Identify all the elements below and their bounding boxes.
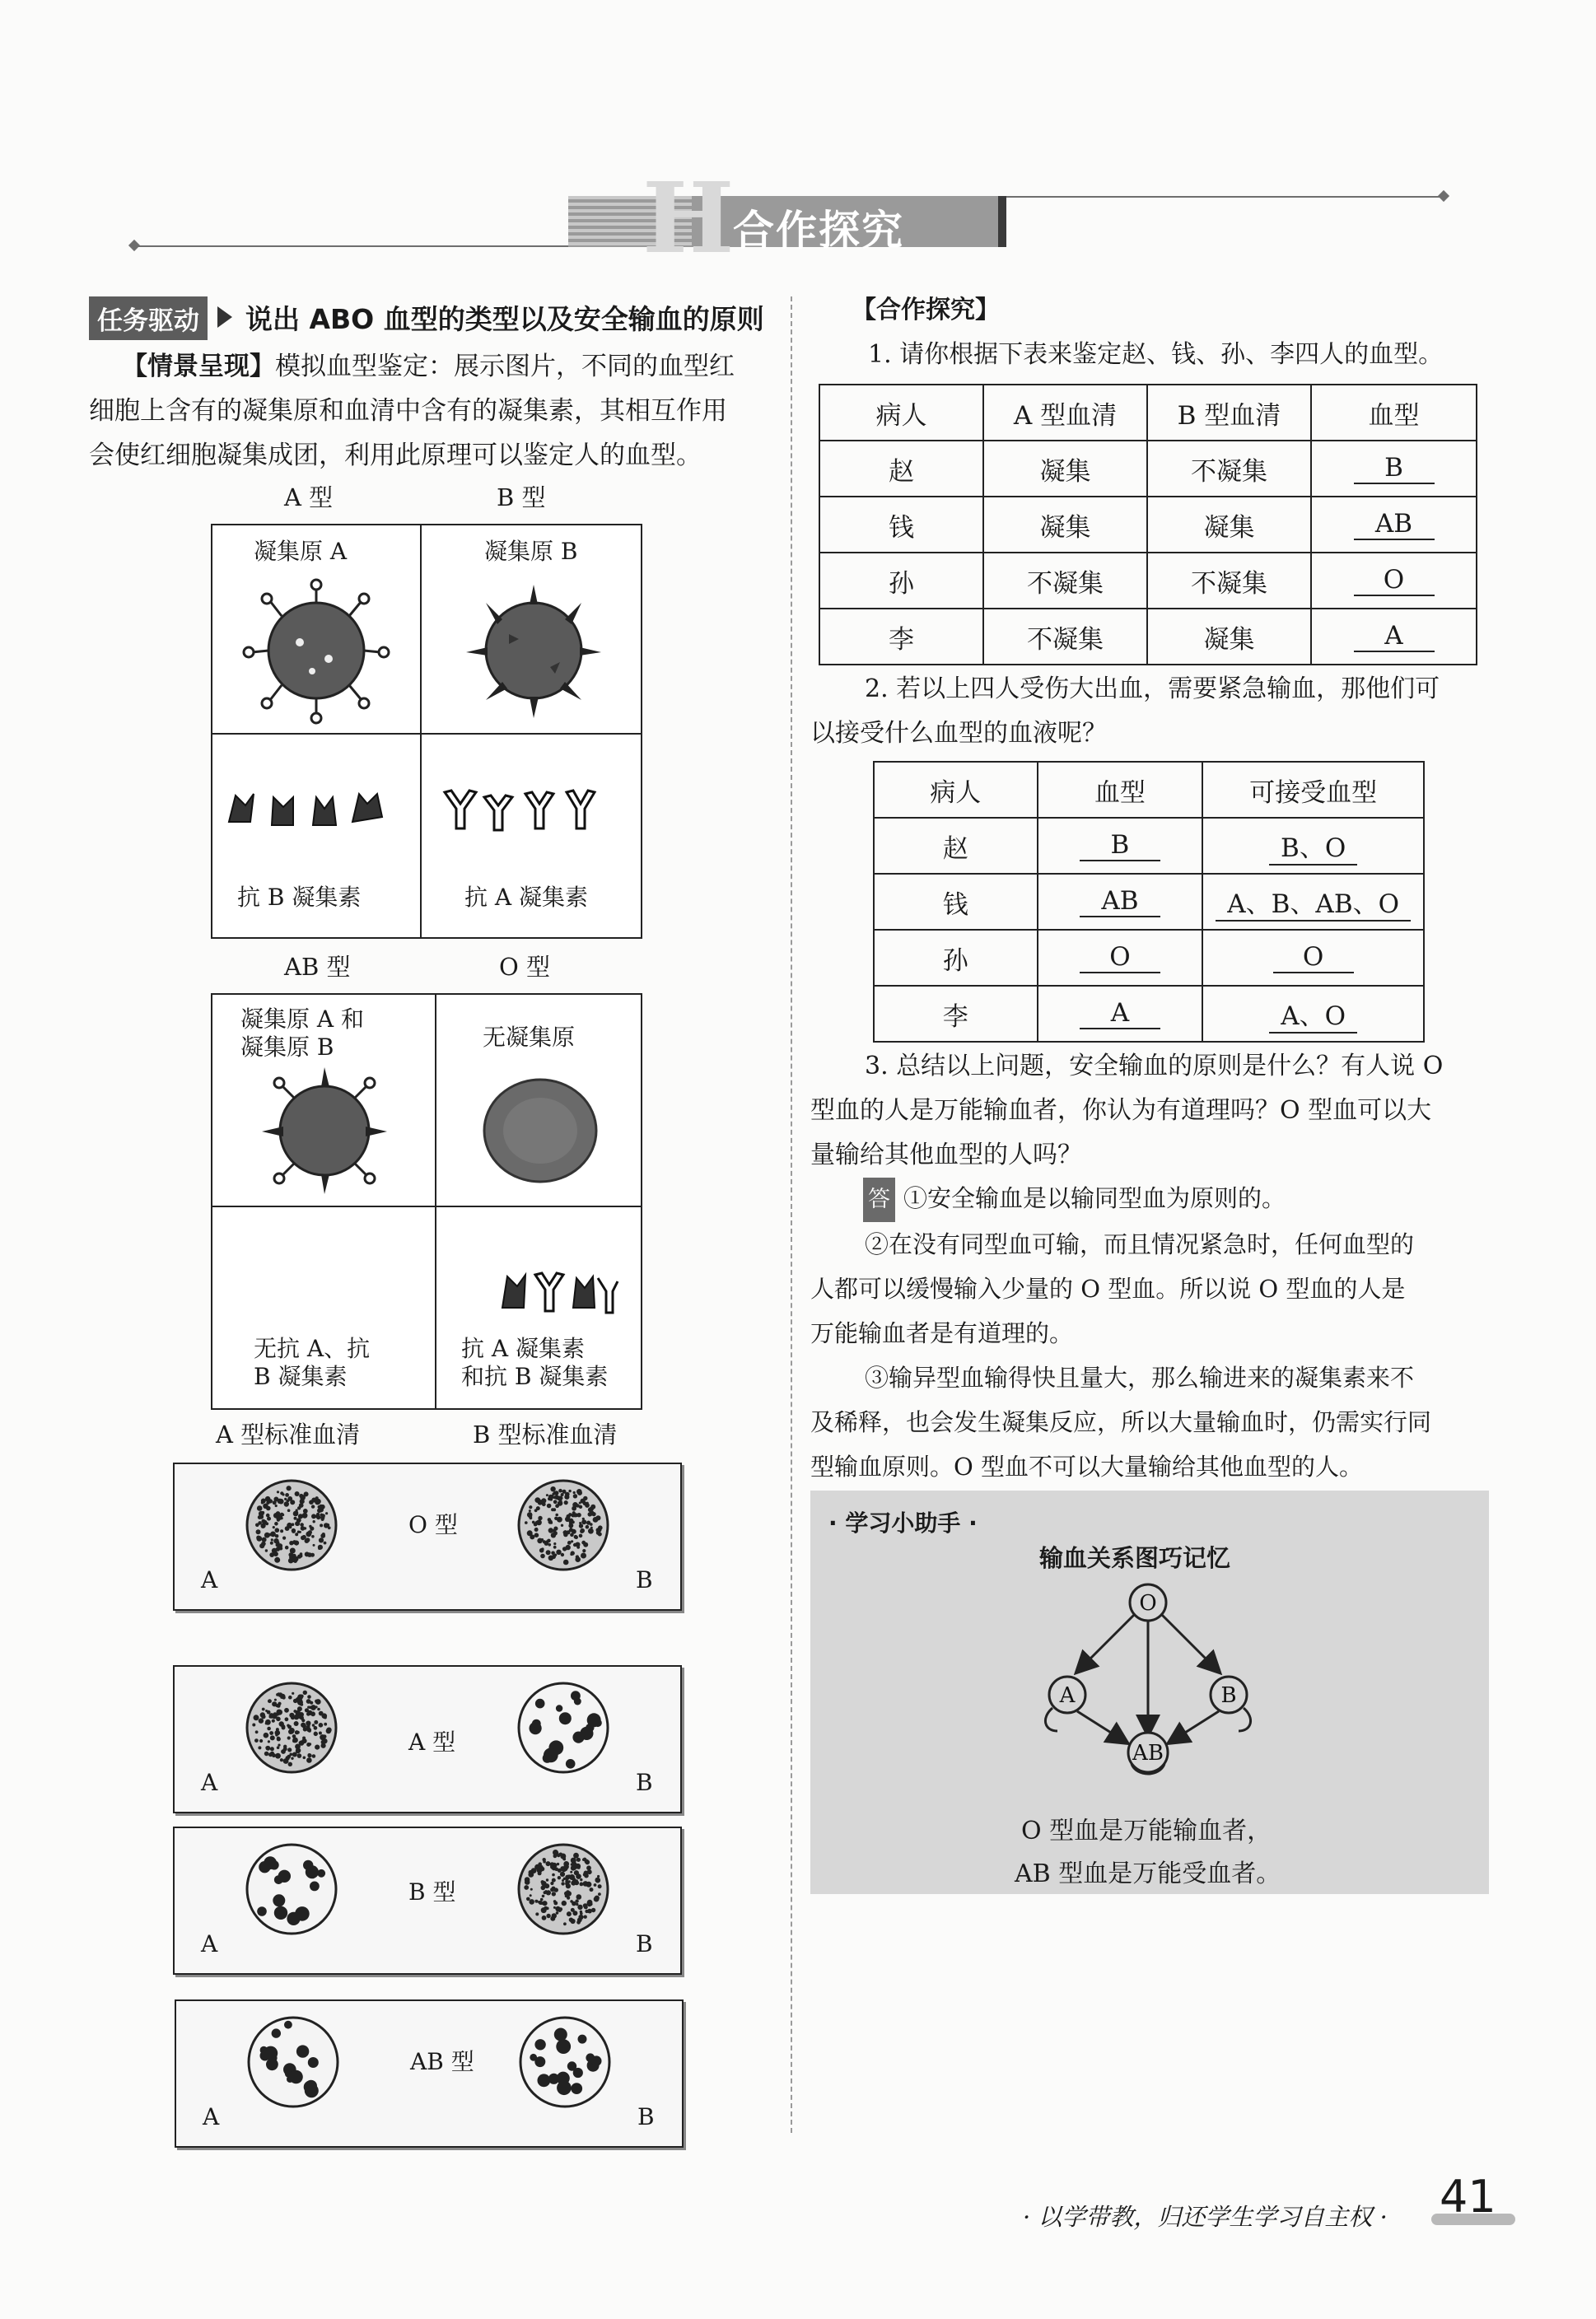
header-rule-left (136, 245, 568, 247)
blood-drop-icon (516, 1841, 611, 1937)
cell: 钱 (819, 497, 983, 553)
plate-type-label: O 型 (408, 1511, 458, 1538)
cell-label: 凝集原 B (240, 1034, 334, 1061)
plate-type-label: AB 型 (410, 2048, 474, 2075)
plate-left-label: A (201, 1930, 218, 1957)
cell: 凝集 (983, 497, 1147, 553)
answer-line: 万能输血者是有道理的。 (810, 1319, 1074, 1347)
table-row (819, 441, 1477, 497)
table-transfusion (873, 761, 1425, 1043)
figure-ab-cells (211, 524, 642, 939)
cell: 李 (874, 986, 1038, 1042)
question-3-line: 3. 总结以上问题，安全输血的原则是什么？有人说 O (865, 1052, 1444, 1080)
drop-left (244, 1680, 339, 1779)
cell-label: 凝集原 A (254, 538, 348, 565)
cell: 赵 (874, 818, 1038, 874)
serum-label-a: A 型标准血清 (216, 1421, 361, 1449)
answer-blank: B、O (1269, 827, 1357, 866)
table-row (874, 874, 1424, 930)
answer-blank: A (1354, 621, 1435, 652)
figure-label-type-a: A 型 (284, 483, 334, 511)
answer-blank: AB (1080, 886, 1160, 917)
plate-left-label: A (201, 1566, 218, 1593)
answer-line: 及稀释，也会发生凝集反应，所以大量输血时，仍需实行同 (810, 1408, 1432, 1436)
answer-block (810, 1176, 1494, 1489)
header-end-bar (998, 196, 1006, 247)
answer-tag: 答 (863, 1178, 895, 1222)
question-3-line: 量输给其他血型的人吗？ (810, 1141, 1082, 1169)
question-3 (810, 1044, 1494, 1178)
answer-blank: B (1080, 830, 1160, 861)
plate-right-label: B (636, 1566, 653, 1593)
figure-label-type-o: O 型 (499, 953, 550, 981)
plate-right-label: B (636, 1930, 653, 1957)
answer-blank: B (1354, 453, 1435, 484)
plate-type-label: B 型 (408, 1878, 456, 1906)
agglutinated-drop-icon (516, 1680, 611, 1775)
cell: 不凝集 (1147, 441, 1311, 497)
plate-b (173, 1827, 682, 1975)
agglutinated-drop-icon (517, 2014, 613, 2110)
plate-a (173, 1665, 682, 1813)
helper-subtitle: 输血关系图巧记忆 (1039, 1544, 1231, 1572)
header-title: 合作探究 (733, 207, 904, 254)
cell-label: 无抗 A、抗 (254, 1335, 371, 1362)
drop-right (516, 1477, 611, 1576)
question-2 (810, 667, 1486, 756)
scenario-line: 细胞上含有的凝集原和血清中含有的凝集素，其相互作用 (89, 396, 727, 426)
cell: 凝集 (1147, 497, 1311, 553)
header-dot-left (128, 240, 140, 251)
table-header: 可接受血型 (1202, 762, 1424, 818)
scenario-label: 【情景呈现】 (122, 352, 275, 381)
table-header: 病人 (819, 385, 983, 441)
blood-drop-icon (516, 1477, 611, 1573)
study-helper-box (810, 1491, 1489, 1894)
anti-a-agglutinin-icon (436, 786, 626, 835)
plate-ab (175, 1999, 684, 2148)
cell: 赵 (819, 441, 983, 497)
blood-drop-icon (244, 1477, 339, 1573)
column-divider (791, 296, 792, 2133)
drop-right (517, 2014, 613, 2113)
cell-label: 抗 A 凝集素 (464, 884, 589, 911)
scenario-paragraph (89, 344, 781, 478)
drop-right (516, 1680, 611, 1779)
table-row (819, 497, 1477, 553)
answer-line: 型输血原则。O 型血不可以大量输给其他血型的人。 (810, 1453, 1363, 1481)
cell: 凝集 (983, 441, 1147, 497)
coop-label: 【合作探究】 (852, 296, 1000, 324)
answer-blank: O (1354, 565, 1435, 596)
table-header: 病人 (874, 762, 1038, 818)
task-title: 说出 ABO 血型的类型以及安全输血的原则 (245, 303, 764, 335)
agglutinated-drop-icon (244, 1841, 339, 1937)
table-header: A 型血清 (983, 385, 1147, 441)
cell-label: 和抗 B 凝集素 (461, 1363, 609, 1390)
task-tag: 任务驱动 (89, 296, 208, 340)
table-row (874, 930, 1424, 986)
header-rule-right (1006, 196, 1443, 198)
header-dot-right (1438, 190, 1449, 202)
figure-label-type-b: B 型 (497, 483, 546, 511)
cell: 孙 (819, 553, 983, 609)
cell: 凝集 (1147, 609, 1311, 665)
plate-o (173, 1463, 682, 1611)
node-ab: AB (1132, 1741, 1164, 1766)
cell-label: 凝集原 B (484, 538, 578, 565)
helper-line-2: AB 型血是万能受血者。 (1015, 1859, 1281, 1888)
figure-label-type-ab: AB 型 (284, 953, 351, 981)
table-identify (819, 384, 1477, 665)
plate-right-label: B (636, 1769, 653, 1796)
cell: 不凝集 (983, 553, 1147, 609)
plate-left-label: A (203, 2103, 220, 2130)
table-header: 血型 (1038, 762, 1203, 818)
answer-line: ②在没有同型血可输，而且情况紧急时，任何血型的 (865, 1230, 1415, 1258)
helper-line-1: O 型血是万能输血者， (1021, 1817, 1272, 1845)
scenario-line: 会使红细胞凝集成团，利用此原理可以鉴定人的血型。 (89, 441, 702, 470)
table-row (874, 818, 1424, 874)
plate-type-label: A 型 (408, 1729, 456, 1756)
arrow-right-icon (216, 305, 234, 329)
answer-line: ①安全输血是以输同型血为原则的。 (903, 1184, 1286, 1212)
table-row (819, 553, 1477, 609)
red-cell-ab-icon (242, 1061, 407, 1201)
question-3-line: 型血的人是万能输血者，你认为有道理吗？O 型血可以大 (810, 1096, 1432, 1125)
cell-label: 凝集原 A 和 (240, 1006, 365, 1033)
answer-blank: A、O (1269, 995, 1357, 1034)
blood-drop-icon (244, 1680, 339, 1775)
cell-label: B 凝集素 (254, 1363, 348, 1390)
page-number: 41 (1440, 2171, 1496, 2223)
table-row (874, 986, 1424, 1042)
node-b: B (1220, 1683, 1237, 1708)
drop-left (245, 2014, 341, 2113)
node-a: A (1059, 1683, 1076, 1708)
question-2-line: 2. 若以上四人受伤大出血，需要紧急输血，那他们可 (865, 674, 1440, 703)
question-2-line: 以接受什么血型的血液呢？ (810, 719, 1107, 748)
helper-title: · 学习小助手 · (828, 1509, 978, 1537)
scenario-line: 模拟血型鉴定：展示图片，不同的血型红 (275, 352, 735, 381)
red-cell-a-icon (234, 576, 399, 725)
agglutinated-drop-icon (245, 2014, 341, 2110)
answer-blank: O (1080, 942, 1160, 973)
drop-left (244, 1477, 339, 1576)
drop-right (516, 1841, 611, 1940)
question-1: 1. 请你根据下表来鉴定赵、钱、孙、李四人的血型。 (868, 340, 1444, 369)
cell-label: 抗 A 凝集素 (461, 1335, 586, 1362)
cell-label: 抗 B 凝集素 (237, 884, 362, 911)
transfusion-diagram (992, 1573, 1304, 1787)
plate-left-label: A (201, 1769, 218, 1796)
anti-b-agglutinin-icon (221, 789, 410, 830)
anti-a-anti-b-agglutinin-icon (496, 1267, 619, 1316)
table-header: B 型血清 (1147, 385, 1311, 441)
header-letter: H (642, 161, 735, 275)
answer-blank: O (1273, 942, 1354, 973)
cell: 不凝集 (1147, 553, 1311, 609)
cell: 李 (819, 609, 983, 665)
drop-left (244, 1841, 339, 1940)
cell: 不凝集 (983, 609, 1147, 665)
figure-ab-o-cells (211, 993, 642, 1410)
cell: 孙 (874, 930, 1038, 986)
cell-label: 无凝集原 (483, 1024, 576, 1051)
red-cell-o-icon (474, 1069, 606, 1192)
answer-blank: A、B、AB、O (1216, 883, 1411, 922)
answer-blank: AB (1354, 509, 1435, 540)
footer-slogan: · 以学带教，归还学生学习自主权 · (1023, 2203, 1388, 2231)
table-header: 血型 (1311, 385, 1477, 441)
cell: 钱 (874, 874, 1038, 930)
serum-label-b: B 型标准血清 (473, 1421, 618, 1449)
answer-blank: A (1080, 998, 1160, 1029)
answer-line: 人都可以缓慢输入少量的 O 型血。所以说 O 型血的人是 (810, 1275, 1406, 1303)
red-cell-b-icon (451, 576, 616, 725)
node-o: O (1139, 1591, 1157, 1616)
table-row (819, 609, 1477, 665)
plate-right-label: B (637, 2103, 655, 2130)
answer-line: ③输异型血输得快且量大，那么输进来的凝集素来不 (865, 1364, 1415, 1392)
